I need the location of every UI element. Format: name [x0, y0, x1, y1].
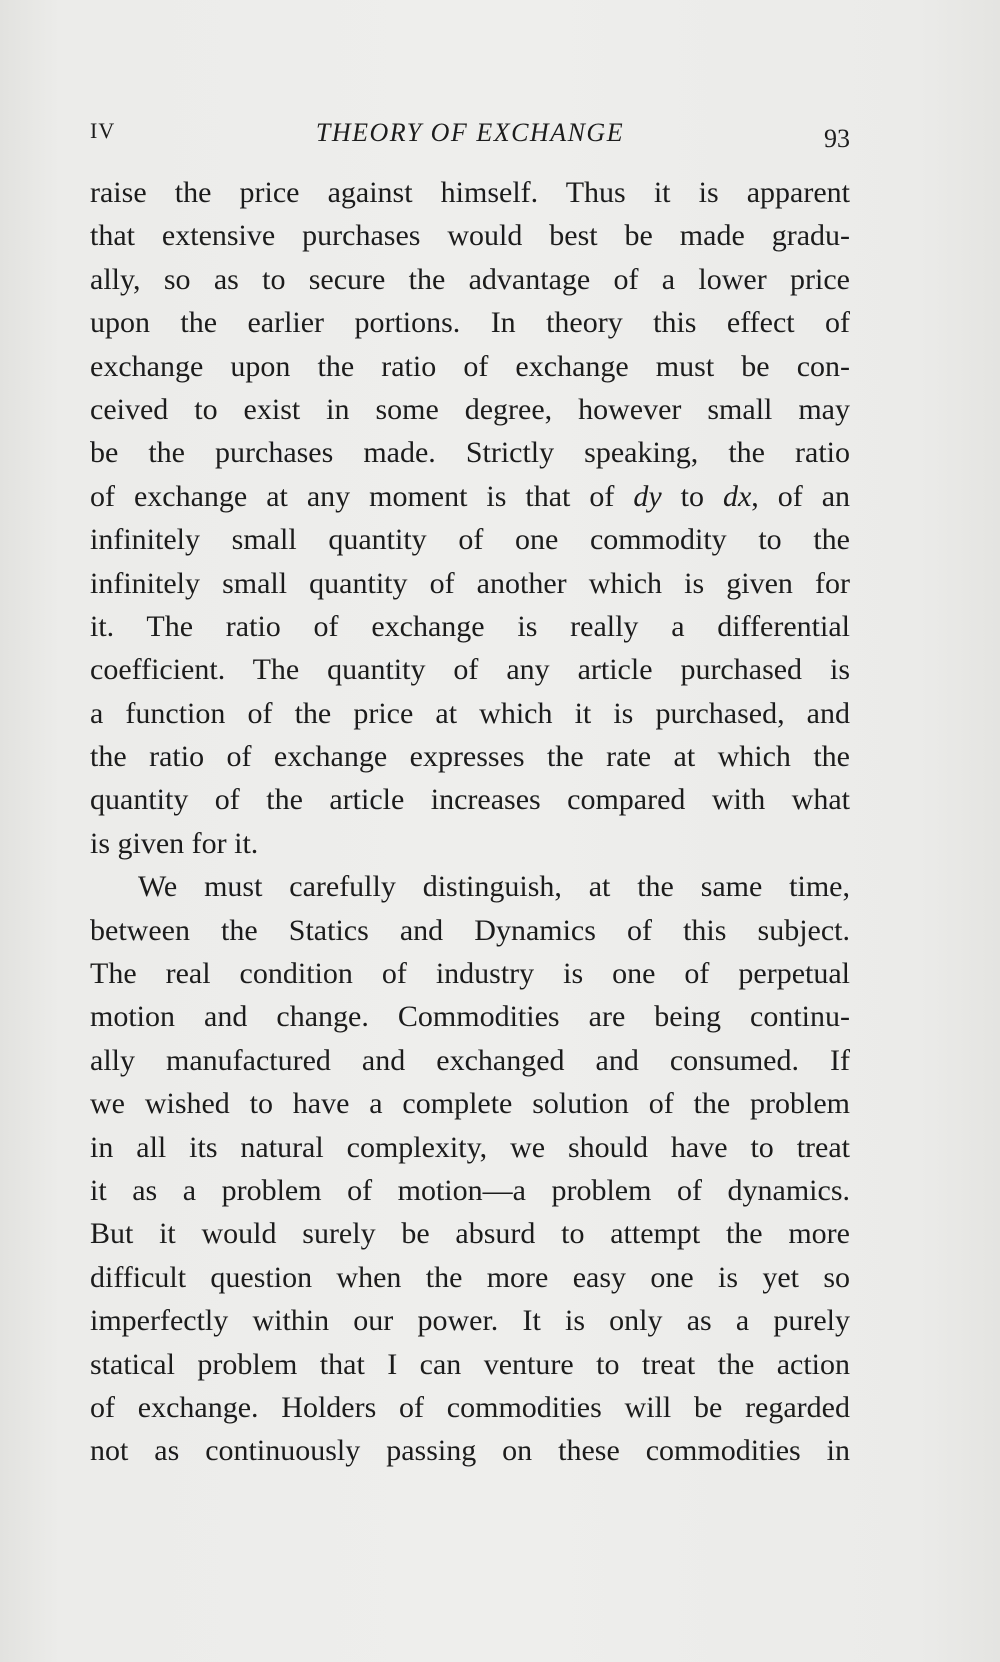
body-text	[90, 171, 850, 1473]
text-line: exchange upon the ratio of exchange must be con-	[90, 349, 850, 383]
text-line: be the purchases made. Strictly speaking, the ratio	[90, 436, 850, 470]
text-line: that extensive purchases would best be made gradu-	[90, 219, 850, 253]
paragraph-start-line: We must carefully distinguish, at the same time,	[138, 870, 850, 904]
text-line: a function of the price at which it is purchased, and	[90, 696, 850, 730]
text-segment: , of an	[751, 479, 850, 513]
variable-dy: dy	[633, 479, 662, 513]
text-line: of exchange. Holders of commodities will be regarded	[90, 1390, 850, 1424]
page-number: 93	[824, 124, 850, 153]
text-line: imperfectly within our power. It is only as a purely	[90, 1304, 850, 1338]
text-line: the ratio of exchange expresses the rate at which the	[90, 740, 850, 774]
text-line: motion and change. Commodities are being continu-	[90, 1000, 850, 1034]
text-line: ally, so as to secure the advantage of a lower price	[90, 262, 850, 296]
text-line: infinitely small quantity of another which is given for	[90, 566, 850, 600]
text-line: is given for it.	[90, 826, 259, 860]
text-line: But it would surely be absurd to attempt the more	[90, 1217, 850, 1251]
text-line: ally manufactured and exchanged and consumed. If	[90, 1043, 850, 1077]
text-line: infinitely small quantity of one commodity to the	[90, 523, 850, 557]
text-line: statical problem that I can venture to treat the action	[90, 1347, 850, 1381]
text-line: coefficient. The quantity of any article purchased is	[90, 653, 850, 687]
text-line: it. The ratio of exchange is really a differential	[90, 609, 850, 643]
variable-dx: dx	[722, 479, 752, 513]
chapter-number: IV	[90, 118, 116, 143]
text-line: between the Statics and Dynamics of this subject.	[90, 913, 850, 947]
text-line: quantity of the article increases compared with what	[90, 783, 850, 817]
text-line: in all its natural complexity, we should have to treat	[90, 1130, 850, 1164]
text-line: ceived to exist in some degree, however small may	[90, 392, 850, 426]
text-segment: of exchange at any moment is that of	[90, 479, 615, 513]
text-line: it as a problem of motion—a problem of dynamics.	[90, 1173, 850, 1207]
text-line: we wished to have a complete solution of the problem	[90, 1087, 850, 1121]
text-line-with-variables	[90, 475, 850, 518]
text-segment: to	[680, 479, 704, 513]
running-title: THEORY OF EXCHANGE	[315, 118, 625, 147]
text-line: The real condition of industry is one of perpetual	[90, 957, 850, 991]
text-line: raise the price against himself. Thus it is apparent	[90, 176, 850, 209]
text-line: not as continuously passing on these commodities in	[90, 1434, 850, 1468]
running-header	[90, 112, 850, 152]
text-line: upon the earlier portions. In theory this effect of	[90, 306, 850, 340]
text-line: difficult question when the more easy one is yet so	[90, 1260, 850, 1294]
